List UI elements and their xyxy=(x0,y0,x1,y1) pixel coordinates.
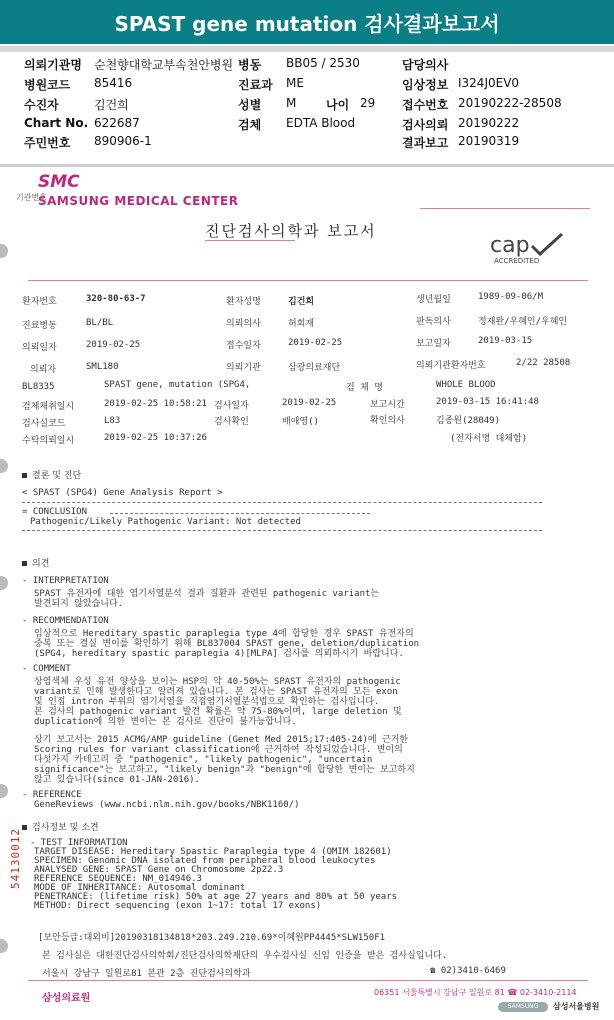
recommendation-line: (SPG4, hereditary spastic paraplegia 4)[MLPA] 검사를 의뢰하시기 바랍니다. xyxy=(34,649,404,659)
comment-line: 본 검사의 pathogenic variant 발견 확률은 약 75-80%이며, large deletion 및 xyxy=(34,707,402,717)
label-resident-no: 주민번호 xyxy=(24,136,71,150)
value-specimen: EDTA Blood xyxy=(286,116,356,130)
report-title-bar xyxy=(0,0,614,44)
value-receipt-no: 20190222-28508 xyxy=(458,96,562,110)
dashed-rule xyxy=(22,502,542,503)
comment-line: 상기 보고서는 2015 ACMG/AMP guideline (Genet Med 2015;17:405-24)에 근거한 xyxy=(34,735,409,745)
label-birth: 생년월일 xyxy=(416,295,451,305)
value-lab-code: L83 xyxy=(104,416,121,426)
comment-heading: - COMMENT xyxy=(22,664,71,674)
dashed-rule xyxy=(110,513,370,514)
recommendation-line: 임상적으로 Hereditary spastic paraplegia type 4에 합당한 경우 SPAST 유전자의 xyxy=(34,629,414,639)
recommendation-line: 중복 또는 결실 변이를 확인하기 위해 BL837004 SPAST gene, deletion/duplication xyxy=(34,639,420,649)
samsung-logo: SAMSUNG xyxy=(498,1002,548,1012)
comment-line: significance"는 보고하고, "likely benign"과 "benign"에 합당한 변이는 보고하지 xyxy=(34,765,415,775)
punch-hole xyxy=(0,784,8,798)
certification-note: 본 검사실은 대한진단검사의학회/진단검사의학재단의 우수검사실 신임 인증을 받은 검사실입니다. xyxy=(42,951,448,961)
cap-text: cap xyxy=(490,233,530,258)
conclusion-text: Pathogenic/Likely Pathogenic Variant: Not detected xyxy=(30,517,301,527)
cap-accredited-logo xyxy=(488,230,568,266)
test-info-heading: - TEST INFORMATION xyxy=(30,838,128,848)
value-req-date: 2019-02-25 xyxy=(86,340,141,350)
value-req-doctor: 허회재 xyxy=(288,319,315,329)
label-hospital-code: 병원코드 xyxy=(24,78,71,92)
smc-logo: SMC xyxy=(38,172,80,192)
test-info-line: METHOD: Direct sequencing (exon 1~17: total 17 exons) xyxy=(34,901,322,911)
test-info-line: REFERENCE SEQUENCE: NM_014946.3 xyxy=(34,874,202,884)
test-info-line: TARGET DISEASE: Hereditary Spastic Paraplegia type 4 (OMIM 182601) xyxy=(34,847,392,857)
label-specimen-name: 검 체 명 xyxy=(346,383,383,393)
lab-report-title: 진단검사의학과 보고서 xyxy=(205,222,377,240)
label-patient-name: 환자성명 xyxy=(226,297,261,307)
label-receipt-no: 접수번호 xyxy=(402,98,449,112)
footer-org-name: 삼성의료원 xyxy=(42,993,91,1004)
security-serial: [보안등급:대외비]20190318134818*203.249.210.69*이혜원PP4445*SLW150F1 xyxy=(38,933,386,943)
scanned-report xyxy=(0,168,614,1020)
value-patient: 김건희 xyxy=(94,98,129,112)
title-underline xyxy=(205,240,295,241)
value-institution: 순천향대학교부속천안병원 xyxy=(94,58,234,72)
smc-logo-text: SAMSUNG MEDICAL CENTER xyxy=(38,194,239,208)
header-divider xyxy=(0,46,614,52)
label-institution: 의뢰기관명 xyxy=(24,58,82,72)
value-patient-no: 320-80-63-7 xyxy=(86,294,146,304)
comment-line: variant로 인해 발생한다고 알려져 있습니다. 본 검사는 SPAST 유전자의 모든 exon xyxy=(34,687,398,697)
punch-hole xyxy=(0,939,8,953)
punch-hole xyxy=(0,459,8,473)
result-section-heading: 결론 및 진단 xyxy=(22,468,81,481)
label-inst-patient-no: 의뢰기관환자번호 xyxy=(416,361,486,371)
value-birth: 1989-09-06/M xyxy=(478,292,544,302)
label-test-date: 검사일자 xyxy=(214,401,249,411)
comment-line: 상염색체 우성 유전 양상을 보이는 HSP의 약 40-50%는 SPAST 유전자의 pathogenic xyxy=(34,677,401,687)
test-info-line: SPECIMEN: Genomic DNA isolated from peripheral blood leukocytes xyxy=(34,856,376,866)
value-hospital-code: 85416 xyxy=(94,76,133,90)
punch-hole xyxy=(0,576,8,590)
comment-line: 다섯가지 카테고리 중 "pathogenic", "likely pathogenic", "uncertain xyxy=(34,755,373,765)
gene-report-title: < SPAST (SPG4) Gene Analysis Report > xyxy=(22,488,223,498)
header-rule xyxy=(420,208,590,209)
value-request-date: 20190222 xyxy=(458,116,520,130)
reference-heading: - REFERENCE xyxy=(22,790,82,800)
cap-accredited-text: ACCREDITED xyxy=(494,257,540,265)
conclusion-heading: = CONCLUSION xyxy=(22,507,88,517)
label-patient: 수진자 xyxy=(24,98,59,112)
footer-rule xyxy=(28,980,588,981)
test-info-line: MODE OF INHERITANCE: Autosomal dominant xyxy=(34,883,246,893)
interpretation-line: SPAST 유전자에 대한 염기서열분석 결과 질환과 관련된 pathogenic variant는 xyxy=(34,589,380,599)
lab-phone: ☎ 02)3410-6469 xyxy=(430,966,506,976)
interpretation-line: 발견되지 않았습니다. xyxy=(34,599,124,609)
label-specimen: 검체 xyxy=(238,118,262,132)
value-clinical-info: I324J0EV0 xyxy=(458,76,520,90)
label-confirm-doctor: 확인의사 xyxy=(370,416,405,426)
label-doctor: 담당의사 xyxy=(402,58,449,72)
value-test-date: 2019-02-25 xyxy=(282,398,337,408)
label-ward2: 진료병동 xyxy=(22,321,57,331)
patient-block-top-rule xyxy=(28,280,588,281)
comment-line: 않고 있습니다(since 01-JAN-2016). xyxy=(34,775,200,785)
interpretation-heading: - INTERPRETATION xyxy=(22,576,109,586)
label-chart-no: Chart No. xyxy=(24,116,89,130)
label-requester: 의뢰자 xyxy=(30,365,57,375)
test-info-line: ANALYSED GENE: SPAST Gene on Chromosome 2p22.3 xyxy=(34,865,284,875)
value-reading-doctor: 정재완/우혜인/우혜인 xyxy=(478,317,568,327)
label-report-time: 보고시간 xyxy=(370,400,405,410)
value-resident-no: 890906-1 xyxy=(94,134,152,148)
e-signature-note: (전자서명 대체함) xyxy=(450,434,528,444)
value-consign-time: 2019-02-25 10:37:26 xyxy=(104,433,207,443)
value-collect-time: 2019-02-25 10:58:21 xyxy=(104,399,207,409)
label-request-date: 검사의뢰 xyxy=(402,118,449,132)
label-consign-time: 수탁의뢰일시 xyxy=(22,436,75,446)
test-name: SPAST gene, mutation (SPG4, xyxy=(104,380,251,390)
value-req-institution: 삼광의료재단 xyxy=(288,363,341,373)
label-sex: 성별 xyxy=(238,98,262,112)
opinion-section-heading: 의견 xyxy=(22,556,49,569)
value-accept-date: 2019-02-25 xyxy=(288,338,343,348)
footer-address: 06351 서울특별시 강남구 일원로 81 ☎ 02-3410-2114 xyxy=(374,988,577,997)
value-report-date2: 2019-03-15 xyxy=(478,336,533,346)
label-lab-code: 검사실코드 xyxy=(22,419,66,429)
label-reading-doctor: 판독의사 xyxy=(416,317,451,327)
comment-line: 및 인접 intron 부위의 염기서열을 직접염기서열분석법으로 확인하는 검사입니다. xyxy=(34,697,380,707)
value-department: ME xyxy=(286,76,304,90)
label-accept-date: 접수일자 xyxy=(226,341,261,351)
label-patient-no: 환자번호 xyxy=(22,297,57,307)
value-test-confirm: 배애영() xyxy=(282,417,319,427)
comment-line: duplication에 의한 변이는 본 검사로 진단이 불가능합니다. xyxy=(34,717,297,727)
lab-address: 서울시 강남구 일원로81 본관 2층 진단검사의학과 xyxy=(42,969,251,979)
label-age: 나이 xyxy=(326,98,350,112)
report-title: SPAST gene mutation 검사결과보고서 xyxy=(114,11,500,36)
label-req-doctor: 의뢰의사 xyxy=(226,319,261,329)
test-info-section-heading: 검사정보 및 소견 xyxy=(22,820,99,833)
test-code: BL8335 xyxy=(22,382,55,392)
label-department: 진료과 xyxy=(238,78,273,92)
test-info-line: PENETRANCE: (lifetime risk) 50% at age 27 years and 80% at 50 years xyxy=(34,892,398,902)
value-requester: SML180 xyxy=(86,362,119,372)
recommendation-heading: - RECOMMENDATION xyxy=(22,616,109,626)
value-sex: M xyxy=(286,96,297,110)
label-req-institution: 의뢰기관 xyxy=(226,363,261,373)
value-patient-name: 김건희 xyxy=(288,297,315,307)
value-report-time: 2019-03-15 16:41:48 xyxy=(436,397,539,407)
value-chart-no: 622687 xyxy=(94,116,140,130)
dashed-rule xyxy=(22,530,542,531)
value-report-date: 20190319 xyxy=(458,134,520,148)
value-inst-patient-no: 2/22 28508 xyxy=(516,358,571,368)
comment-line: Scoring rules for variant classification에 근거하여 작성되었습니다. 변이의 xyxy=(34,745,403,755)
label-req-date: 의뢰일자 xyxy=(22,343,57,353)
label-collect-time: 검체채취일시 xyxy=(22,402,75,412)
vertical-serial: 54130012 xyxy=(9,828,22,889)
value-ward2: BL/BL xyxy=(86,318,114,328)
value-ward: BB05 / 2530 xyxy=(286,56,360,70)
value-age: 29 xyxy=(360,96,376,110)
punch-hole xyxy=(0,244,8,258)
label-test-confirm: 검사확인 xyxy=(214,417,249,427)
label-clinical-info: 임상정보 xyxy=(402,78,449,92)
value-confirm-doctor: 김종원(28049) xyxy=(436,416,501,426)
label-report-date: 결과보고 xyxy=(402,136,449,150)
institution-number-label: 기관번호 xyxy=(16,193,47,202)
label-ward: 병동 xyxy=(238,58,262,72)
label-report-date2: 보고일자 xyxy=(416,339,451,349)
value-specimen-name: WHOLE BLOOD xyxy=(436,380,496,390)
section-divider xyxy=(0,164,614,167)
footer-hospital-name: 삼성서울병원 xyxy=(553,1002,600,1011)
reference-line: GeneReviews (www.ncbi.nlm.nih.gov/books/NBK1160/) xyxy=(34,800,300,810)
